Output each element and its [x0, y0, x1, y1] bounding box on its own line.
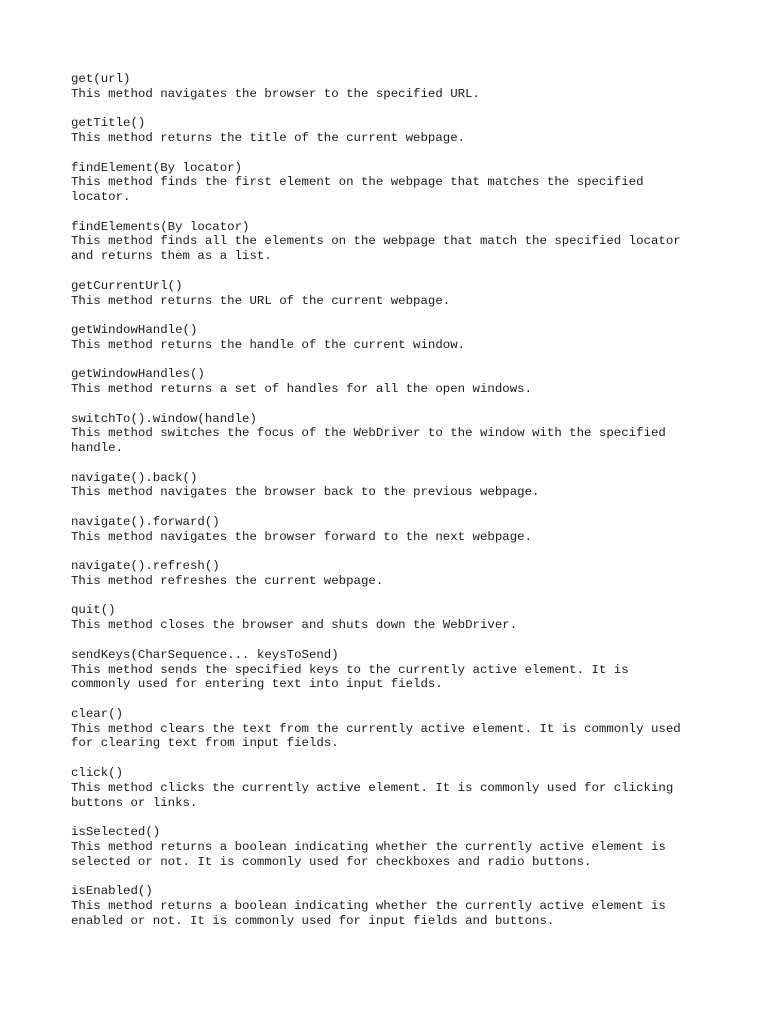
method-signature: quit(): [71, 603, 116, 618]
method-signature: switchTo().window(handle): [71, 411, 257, 426]
method-description: This method navigates the browser to the specified URL.: [71, 86, 480, 101]
method-signature: getWindowHandle(): [71, 323, 198, 337]
method-signature: isEnabled(): [71, 884, 153, 899]
method-description: This method navigates the browser back to the previous webpage.: [71, 485, 540, 500]
method-entry-navigate-back: [71, 471, 761, 501]
method-signature: getTitle(): [71, 116, 146, 131]
method-entry-isenabled: [71, 884, 761, 928]
method-description: This method returns a boolean indicating whether the currently active element is selected or not. It is commonly used for checkboxes and radio buttons.: [71, 839, 666, 869]
method-description: This method finds the first element on the webpage that matches the specified locator.: [71, 175, 644, 205]
method-description: This method sends the specified keys to the currently active element. It is commonly used for entering text into input fields.: [71, 662, 629, 692]
method-entry-quit: [71, 603, 761, 633]
method-description: This method clears the text from the currently active element. It is commonly used for clearing text from input fields.: [71, 721, 681, 751]
method-entry-navigate-forward: [71, 515, 761, 545]
method-entry-findelement: [71, 161, 761, 205]
method-signature: clear(): [71, 706, 124, 721]
method-signature: click(): [71, 765, 124, 780]
method-signature: findElement(By locator): [71, 160, 243, 175]
method-description: This method returns a set of handles for all the open windows.: [71, 382, 533, 397]
method-signature: getWindowHandles(): [71, 367, 205, 382]
method-description: This method clicks the currently active element. It is commonly used for clicking buttons or links.: [71, 780, 674, 810]
method-description: This method returns the handle of the current window.: [71, 337, 466, 352]
method-entry-findelements: [71, 220, 761, 264]
method-entry-navigate-refresh: [71, 559, 761, 589]
method-entry-getwindowhandles: [71, 367, 761, 397]
method-entry-gettitle: [71, 116, 761, 146]
method-description: This method returns a boolean indicating whether the currently active element is enabled or not. It is commonly used for input fields and buttons.: [71, 898, 666, 928]
method-description: This method closes the browser and shuts down the WebDriver.: [71, 618, 518, 633]
method-description: This method returns the title of the current webpage.: [71, 131, 466, 146]
method-description: This method refreshes the current webpage.: [71, 574, 384, 588]
method-signature: navigate().back(): [71, 470, 198, 485]
method-entry-click: [71, 766, 761, 810]
method-entry-getwindowhandle: [71, 323, 761, 353]
method-signature: navigate().refresh(): [71, 559, 220, 574]
method-description: This method returns the URL of the current webpage.: [71, 293, 451, 308]
method-entry-getcurrenturl: [71, 279, 761, 309]
method-entry-switchto-window: [71, 412, 761, 456]
method-description: This method finds all the elements on the webpage that match the specified locator and returns them as a list.: [71, 234, 681, 264]
method-signature: sendKeys(CharSequence... keysToSend): [71, 647, 339, 662]
method-description: This method navigates the browser forward to the next webpage.: [71, 529, 533, 544]
method-signature: getCurrentUrl(): [71, 278, 183, 293]
document-page: [71, 72, 761, 943]
method-signature: findElements(By locator): [71, 219, 250, 234]
method-signature: get(url): [71, 72, 131, 86]
method-entry-sendkeys: [71, 648, 761, 692]
method-entry-isselected: [71, 825, 761, 869]
method-description: This method switches the focus of the WebDriver to the window with the specified handle.: [71, 426, 666, 456]
method-signature: navigate().forward(): [71, 514, 220, 529]
method-signature: isSelected(): [71, 825, 161, 839]
method-entry-clear: [71, 707, 761, 751]
method-entry-get: [71, 72, 761, 102]
